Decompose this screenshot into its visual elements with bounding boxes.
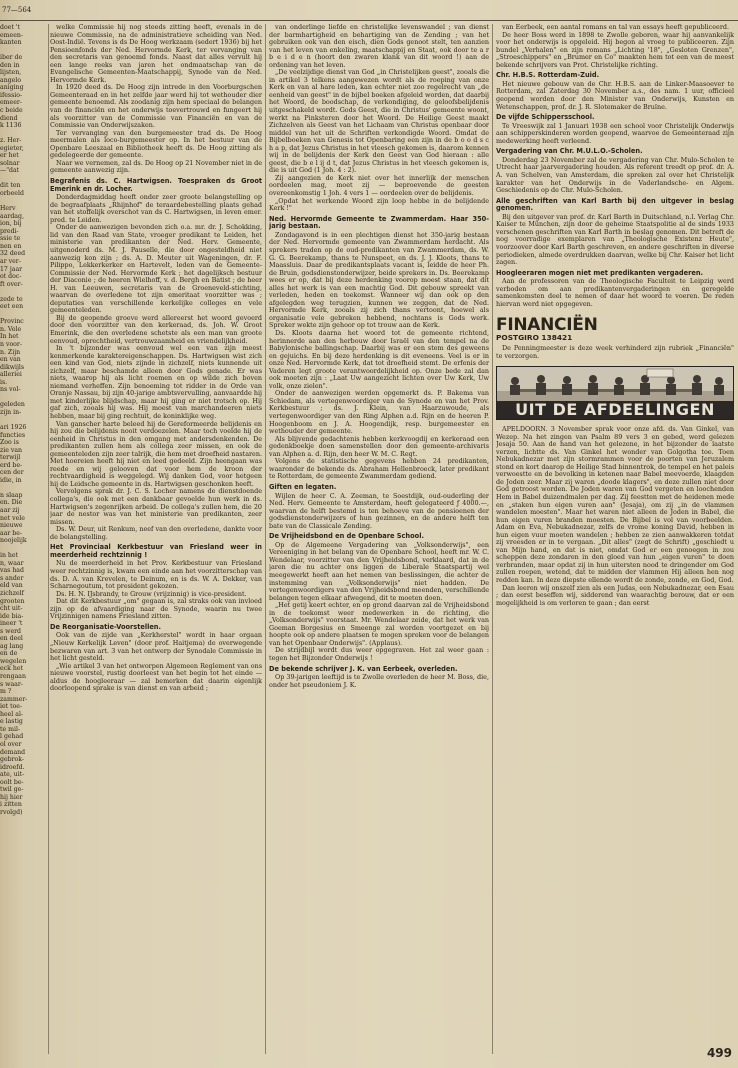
margin-fragment-line: n. Vele	[0, 325, 22, 333]
margin-fragment-line: zie van	[0, 446, 23, 454]
margin-fragment-line: vas had	[0, 567, 24, 575]
margin-fragment-line	[0, 484, 48, 492]
article-paragraph: In 1920 deed ds. De Hoog zijn intrede in den Voorburgschen Gemeenteraad en in het zelfde jaar werd hij tot wethouder dier gemeente benoemd. Als zoodanig zijn hem speciaal de belangen van de financiën en het onderwijs toevertrouwd en fungeert hij als voorzitter van de Commissie van Financiën en van de Commissie van Onderwijszaken.	[50, 83, 262, 130]
article-paragraph: Als blijvende gedachtenis hebben kerkvoogdij en kerkeraad een gedenkboekje doen samenstellen door den gemeente-archivaris van Alphen a. d. Rijn, den heer W. M. C. Regt.	[269, 434, 489, 458]
margin-fragment-line: dikwijls	[0, 363, 25, 371]
article-paragraph: Op de Algemeene Vergadering van „Volksonderwijs", een Vereeniging in het belang van de Openbare School, heeft mr. W. C. Wendelaar, voorzitter van den Vrijheidsbond, verklaard, dat in de jaren die nu achter ons liggen de Liberale Staatspartij wel meegewerkt heeft aan het nemen van beslissingen, die achter de instemming van „Volksonderwijs" niet hadden. De vertegenwoordigers van den Vrijheidsbond meenden, verschillende belangen tegen elkaar afwegend, dit te moeten doen.	[269, 540, 489, 602]
article-paragraph: APELDOORN. 3 November sprak voor onze afd. ds. Van Ginkel, van Wezep. Na het zingen van Psalm 89 vers 3 en gebed, werd gelezen Jesaja 50. Aan de hand van het gelezene, in het bijzonder de laatste verzen, lichtte ds. Van Ginkel het wonder van Golgotha toe. Toen Nebukadnezar met zijn stormrammen voor de poorten van Jeruzalem stond en kort daarop de Heilige Stad binnentrok, de tempel en het paleis verwoestte en de bevolking in ketenen naar Babel meevoerde, klaagden de Joden zeer. Maar zij waren „doode klagers", en deze zullen niet door God getroost worden. De Joden waren van God vergeten en loochenden Hem in Babel duizendmalen per dag. Zij feestten met de heidenen mede en „staken hun eigen vuren aan" (Jesaja), om zij „in de vlammen wandelen moesten". Maar het waren niet alleen de Joden in Babel, die hun eigen vuren branden moesten. De Bijbel is vol van voorbeelden. Adam en Eva, Nebukadnezar, zelfs de vrome koning David, hebben in hun eigen vuur moeten wandelen ; hebben ze zien aanwakkeren totdat zij vreesden er in te vergaan. „Dit alles" (zegt de Schrift) „geschiedt u van Mijn hand, en dat is niet, omdat God er een genoegen in zou scheppen deze zondaren in den gloed van hun „eigen vuren" te doen verbranden, maar opdat zij in hun uitersten nood te dringender om God zullen roepen, wetend, dat te midden der vlammen Hij alleen hen nog redden kan. In deze diepste ellende wordt de zonde, zonde, en God, God.	[496, 425, 734, 584]
article-heading: De bekende schrijver J. K. van Eerbeek, overleden.	[269, 664, 458, 673]
article-paragraph: „Opdat het werkende Woord zijn loop hebbe in de belijdende Kerk !"	[269, 196, 489, 213]
article-paragraph: Ter vervanging van den burgemeester trad ds. De Hoog meermalen als loco-burgemeester op. In het bestuur van de Openbare Leeszaal en Bibliotheek heeft ds. De Hoog zitting als gedelegeerde der gemeente.	[50, 128, 262, 160]
article-paragraph: Nu de meerderheid in het Prov. Kerkbestuur van Friesland weer rechtzinnig is, kwam een einde aan het voorzitterschap van ds. D. A. van Krevelen, te Deinum, en is ds. W. A. Dekker, van Scharnegoutum, tot president gekozen.	[50, 559, 262, 591]
margin-fragment-line: egieter,	[0, 144, 24, 152]
margin-fragment-line	[0, 545, 48, 553]
margin-fragment-line: geleden	[0, 401, 25, 409]
margin-fragment-line: ft over-	[0, 280, 23, 288]
margin-fragment-line: en de	[0, 650, 18, 658]
margin-fragment-line: n, waar	[0, 559, 24, 567]
margin-fragment-line: aardag,	[0, 212, 24, 220]
margin-fragment-line: In het	[0, 333, 19, 341]
margin-fragment-line: cen der	[0, 469, 24, 477]
margin-fragment-line: ot doc-	[0, 273, 22, 281]
article-heading: De vijfde Schippersschool.	[496, 113, 595, 122]
article-heading: Hoogleeraren mogen niet met predikanten vergaderen.	[496, 268, 704, 277]
margin-fragment-line: grooten	[0, 597, 25, 605]
article-paragraph: Onder de aanwezigen werden opgemerkt ds. P. Bakema van Schiedam, als vertegenwoordiger van de Synode en van het Prov. Kerkbestuur ; ds. J. Klein, van Haarzuwoude, als vertegenwoordiger van den Ring Alphen a.d. Rijn en de heeren P. Hoogenboom en J. A. Hoogendijk, resp. burgemeester en wethouder der gemeente.	[269, 389, 489, 436]
margin-fragment-line: nieuwe	[0, 522, 23, 530]
margin-fragment-line: —"dat	[0, 167, 20, 175]
margin-fragment-line: eck het	[0, 665, 23, 673]
margin-fragment-line: rvolgd)	[0, 808, 23, 816]
article-paragraph: Van ganscher harte beleed hij de Gereformeerde belijdenis en hij zou die belijdenis nooit verdoezelen. Maar toch voelde hij de eenheid in Christus in den omgang met andersdenkenden. De predikanten zullen hem als collega zeer missen, en ook de gemeenteleden zijn zeer talrijk, die hem met droefheid nastaren. Met hoereien heeft hij niet en leed gedeeld. Zijn heengaan was reede en wij gelooven dat voor hem de kroon der rechtvaardigheid is weggelegd. Wij danken God, voor hetgeen hij de Leidsche gemeente in ds. Hartwigsen geschonken heeft.	[50, 419, 262, 488]
margin-fragment-line: zijn in-	[0, 408, 22, 416]
article-paragraph: Volgens de statistische gegevens hebben 24 predikanten, waaronder de bekende ds. Abraham Hellenbroeck, later predikant te Rotterdam, de gemeente Zwammerdam gediend.	[269, 457, 489, 481]
margin-fragment-line: en van	[0, 356, 21, 364]
margin-fragment-line: iber de	[0, 54, 23, 62]
margin-fragment-line: hij hier	[0, 793, 23, 801]
article-column-3	[496, 24, 734, 1064]
margin-fragment-line: eet een	[0, 303, 24, 311]
section-banner	[496, 366, 734, 420]
margin-fragment-line: te mil-	[0, 725, 21, 733]
article-paragraph: Zondagavond is in een plechtigen dienst het 350-jarig bestaan der Ned. Hervormde gemeente van Zwammerdam herdacht. Als sprekers traden op de oud-predikanten van Zwammerdam, ds. W. G. G. Beerekamp, thans te Nunspeet, en ds. J. J. Kloots, thans te Maassluis. Daar de predikantsplaats vacant is, leidde de heer Ph. de Bruin, godsdienstonderwijzer, beide sprekers in. Ds. Beerekamp wees er op, dat bij deze herdenking voorop moest staan, dat dit alles het werk is van een machtig God. Dit gebouw spreekt van verleden, heden en toekomst. Wanneer wij dan ook op den afgelegden weg terugzien, kunnen we zeggen, dat de Ned. Hervormde Kerk, zooals zij zich thans vertoont, hoewel als organisatie vele gebreken hebbend, nochtans is Gods werk. Spreker wekte zijn gehoor op tot trouw aan de Kerk.	[269, 230, 489, 330]
margin-fragment-line: n voor-	[0, 340, 22, 348]
article-paragraph: Op 39-jarigen leeftijd is te Zwolle overleden de heer M. Boss, die, onder het pseudoniem J. K.	[269, 673, 489, 689]
margin-fragment-line: ssie te	[0, 235, 21, 243]
header-page-ref: 77—564	[2, 6, 32, 14]
margin-fragment-line: emeer-	[0, 99, 22, 107]
margin-fragment-line	[0, 130, 48, 138]
margin-fragment-line: functies	[0, 431, 26, 439]
margin-fragment-line: z. Her-	[0, 137, 22, 145]
article-heading: Alle geschriften van Karl Barth bij den uitgever in beslag genomen.	[496, 196, 734, 213]
financien-postgiro: POSTGIRO 138421	[496, 333, 573, 343]
article-paragraph: Naar we vernemen, zal ds. De Hoog op 21 November niet in de gemeente aanwezig zijn.	[50, 158, 262, 175]
article-paragraph: Zij aangezien de Kerk niet over het innerlijk der menschen oordeelen mag, moet zij — beproevende de geesten overeenkomstig 1 Joh. 4 vers 1 — oordeelen over de belijdenis.	[269, 173, 489, 198]
margin-fragment-line: terwijl	[0, 454, 21, 462]
article-paragraph: Bij de geopende groeve werd allereerst het woord gevoerd door den voorzitter van den kerkeraad, ds. Joh. W. Groot Emerink, die den overledene schetste als een man van groote eenvoud, oprechtheid, vertrouwzaamheid en vriendelijkheid.	[50, 313, 262, 345]
article-heading: Chr. H.B.S. Rotterdam-Zuid.	[496, 71, 600, 80]
page-number: 499	[706, 1046, 732, 1060]
article-paragraph: Aan de professoren van de Theologische Faculteit te Leipzig werd verboden om aan predikantenvergaderingen en geregelde samenkomsten deel te nemen of daar het woord te voeren. De reden hiervan werd niet opgegeven.	[496, 277, 734, 308]
margin-fragment-line: diend	[0, 114, 18, 122]
article-paragraph: Ds. Kloots daarna het woord tot de gemeente richtend, herinnerde aan den herbouw door Israël van den tempel na de Babylonische ballingschap. Daarbij was er een stem des geweens en gejuichs. En bij deze herdenking is dit eveneens. Veel is er in onze Ned. Hervormde Kerk, dat tot droefheid stemt. De erfenis der Vaderen legt groote verantwoordelijkheid op. Onze bede zal dan ook moeten zijn : „Laat Uw aangezicht lichten over Uw Kerk, Uw volk, onze zielen".	[269, 328, 489, 390]
margin-fragment-line: eld van	[0, 582, 23, 590]
margin-fragment-line: emeen-	[0, 31, 23, 39]
margin-fragment-line: s waar-	[0, 680, 23, 688]
article-paragraph: De strijdbijl wordt dus weer opgegraven. Het zal weer gaan : tegen het Bijzonder Onderwijs !	[269, 646, 489, 663]
margin-fragment-line: n. Zijn	[0, 348, 21, 356]
margin-fragment-line: demand	[0, 748, 26, 756]
article-paragraph: Dat dit Kerkbestuur „om" gegaan is, zal straks ook van invloed zijn op de afvaardiging naar de Synode, waarin nu twee Vrijzinnigen namens Friesland zitten.	[50, 597, 262, 621]
margin-fragment-line: ag lang	[0, 642, 24, 650]
article-paragraph: „Wie artikel 3 van het ontworpen Algemeen Reglement van ons nieuwe voorstel, rustig doorleest van het begin tot het einde — aldus de hoogleeraar — zal bemerken dat daarin eigenlijk doorloopend sprake is van dienst en van arbeid ;	[50, 661, 262, 693]
banner-title: UIT DE AFDEELINGEN	[497, 401, 733, 419]
margin-fragment-line: Herv	[0, 205, 16, 213]
article-paragraph: welke Commissie hij nog steeds zitting heeft, evenals in de nieuwe Commissie, na de administratieve scheiding van Ned. Oost-Indië. Tevens is ds De Hoog werkzaam (sedert 1936) bij het Pensioenfonds der Ned. Hervormde Kerk, ter vervanging van den secretaris van genoemd fonds. Naast dat alles vervult hij een lange reeks van jaren het ondmaatschap van de Evangelische Gemeenten-Maatschappij, Synode van de Ned. Hervormde Kerk.	[50, 24, 262, 84]
margin-fragment-line: s ander	[0, 574, 24, 582]
financien-heading: FINANCIËN	[496, 315, 598, 336]
margin-fragment-line: in het	[0, 552, 19, 560]
article-paragraph: Te Vreeswijk zal 1 Januari 1938 een school voor Christelijk Onderwijs aan schipperskinderen worden geopend, waarvoe de Gemeenteraad zijn medewerking heeft verleend.	[496, 121, 734, 145]
article-paragraph: „De veelzijdige dienst van God „in Christelijken geest", zooals die in artikel 3 telkens aangewezen wordt als de roeping van onze Kerk en van al hare leden, kan echter niet zoo regelrecht van „de eenheid van geest" in de bijbel boeken afgeleid worden, dat daarbij het Woord, de boodschap, de verkondiging, de geloofsbelijdenis uitgeschakeld wordt. Gods Geest, die in Christus' gemeente woont, werkt na Pinksteren door het Woord. De Heilige Geest maakt Zichzelven als Geest van het Lichaam van Christus openbaar door middel van het uit de Schriften verkondigde Woord. Omdat de Bijbelboeken van Genesis tot Openbaring een zijn in de b o o d s c h a p, dat Jezus Christus in het vleesch gekomen is, daarom kennen wij in de belijdenis der Kerk den Geest van God hieraan : alle geest, die b e l ij d t, dat Jezus Christus in het vleesch gekomen is, die is uit God (1 Joh. 4 : 2).	[269, 68, 489, 175]
margin-fragment-line: c beide	[0, 107, 23, 115]
article-heading: Giften en legaten.	[269, 482, 337, 491]
margin-fragment-line	[0, 198, 48, 206]
margin-fragment-line: e lastig	[0, 718, 23, 726]
margin-fragment-line: ate, uit-	[0, 771, 25, 779]
margin-fragment-line: gebrok-	[0, 756, 24, 764]
margin-fragment-line: iet toe-	[0, 703, 23, 711]
article-paragraph: Dan leeren wij onszelf zien als een Judas, een Nebukadnezar, een Esau ; dan eerst beseffen wij, sidderend van waarachtig berouw, dat er een mogelijkheid is om verloren te gaan ; dan eerst	[496, 583, 734, 607]
article-paragraph: In 't bijzonder was eenvoud wel een van zijn meest kenmerkende karaktereigenschappen. Ds. Hartwigsen wist zich een kind van God, niets zijnde in zichzelf, niets kunnende uit zichzelf, maar beschamde alleen door Gods genade. Er was niets, waarop hij als licht roemen en op wilde zich boven niemand verheffen. Zijn benoeming tot ridder in de Orde van Oranje Nassau, bij zijn 40-jarige ambtsvervulling, aanvaardde hij met kinderlijke blijdschap, maar hij ging er niet trotsch op. Hij gaf zich, zooals hij was. Hij moest van marchandeeren niets hebben, maar bij ging rechtuit, de koninklijke weg.	[50, 344, 262, 420]
article-heading: Begrafenis ds. C. Hartwigsen. Toespraken ds Groot Emerink en dr. Locher.	[50, 176, 262, 193]
margin-fragment-line: angelo	[0, 76, 22, 84]
margin-fragment-line: solnar	[0, 159, 20, 167]
margin-fragment-line: 32 deed	[0, 250, 26, 258]
margin-fragment-line: nen en	[0, 242, 22, 250]
margin-fragment-line: erd be-	[0, 461, 23, 469]
article-paragraph: Onder de aanwezigen bevonden zich o.a. mr. dr. J. Schokking, lid van den Raad van State, vroeger predikant te Leiden, het ministerie van predikanten der Ned. Herv. Gemeente, uitgenoderd ds. M. J. Pauselle, die door ongesteldheid niet aanwezig kon zijn ; ds. A. D. Meuter uit Wageningen, dr. F. Pilippo, Lekkerkerker en Hartevelt, leden van de Gemeente-Commissie der Ned. Hervormde Kerk ; het dagelijksch bestuur der Diaconie ; de heeren Wielhoff, v. d. Bergh en Batist ; de heer H. van Leeuwen, secretaris van de Groeneveld-stichting, waarvan de overledene tot zijn emeritaat voorzitter was ; deputaties van verschillende kerkelijke colleges en vele gemeenteleden.	[50, 223, 262, 315]
margin-fragment-line: den in	[0, 61, 20, 69]
margin-fragment-line: net vele	[0, 514, 25, 522]
article-paragraph: Vervolgens sprak dr. J. C. S. Locher namens de dienstdoende collega's, die ook met een dankbaar gevoelde hun werk in ds. Hartwigsen's zegenrijken arbeid. De collega's zullen hem, die 20 jaar de nestor was van het ministerie van predikanten, zeer missen.	[50, 487, 262, 526]
article-paragraph: Ds. H. N. IJsbrandy, te Grouw (vrijzinnig) is vice-president.	[56, 589, 247, 598]
article-paragraph: Het nieuwe gebouw van de Chr. H.B.S. aan de Linker-Maasoever te Rotterdam, zal Zaterdag 30 November a.s., des nam. 1 uur, officieel geopend worden door den Minister van Onderwijs, Kunsten en Wetenschappen, prof. dr. J. R. Slotemaker de Bruïne.	[496, 79, 734, 111]
margin-fragment-line: zammer-	[0, 695, 28, 703]
article-paragraph: Donderdagmiddag heeft onder zeer groote belangstelling op de begraafplaats „Rhijnhof" de teraardebestelling plaats gehad van het stoffelijk overschot van ds C. Hartwigsen, in leven emer. pred. te Leiden.	[50, 193, 262, 224]
margin-fragment-line: is.	[0, 378, 8, 386]
left-margin-fragment-column	[0, 24, 48, 816]
margin-fragment-line: dit ten	[0, 182, 21, 190]
margin-fragment-line	[0, 394, 48, 402]
article-column-2	[269, 24, 489, 1064]
margin-fragment-line: en. Die	[0, 499, 23, 507]
margin-fragment-line: noojelijk	[0, 537, 27, 545]
margin-fragment-line: 17 jaar	[0, 265, 23, 273]
margin-fragment-line: n slaap	[0, 491, 23, 499]
margin-fragment-line: rengaan	[0, 673, 26, 681]
margin-fragment-line	[0, 47, 48, 55]
margin-fragment-line: ifessio-	[0, 91, 23, 99]
margin-fragment-line: ide bia-	[0, 612, 24, 620]
margin-fragment-line: ol over	[0, 740, 22, 748]
column-rule	[492, 24, 493, 1054]
margin-fragment-line: idroefd.	[0, 763, 25, 771]
article-heading: De Reorganisatie-Voorstellen.	[50, 622, 162, 631]
margin-fragment-line: l gehad	[0, 733, 24, 741]
margin-fragment-line: aar be-	[0, 529, 23, 537]
column-rule	[265, 24, 266, 1054]
margin-fragment-line: alleriei	[0, 371, 22, 379]
margin-fragment-line: cht uit-	[0, 605, 23, 613]
margin-fragment-line: idie, in	[0, 476, 22, 484]
article-paragraph: Wijlen de heer C. A. Zeeman, te Soestdijk, oud-ouderling der Ned. Herv. Gemeente te Amsterdam, heeft gelegateerd ƒ 4000.—, waarvan de helft bestemd is ten behoeve van de pensioenen der godsdienstonderwijzers of hun gezinnen, en de andere helft ten bate van de Classicale Zending.	[269, 491, 489, 530]
article-paragraph: Bij den uitgever van prof. dr. Karl Barth in Duitschland, n.l. Verlag Chr. Kaiser te München, zijn door de geheime Staatspolitie al de sinds 1933 verschenen geschriften van Karl Barth in beslag genomen. Dit betreft de nog voorradige exemplaren van „Theologische Existenz Heute", voorzoover door Karl Barth geschreven, en andere geschriften in diverse periodieken, almede overdrukken daarvan, welke bij Chr. Kaiser het licht zagen.	[496, 212, 734, 267]
margin-fragment-line: heel al-	[0, 710, 24, 718]
margin-fragment-line: lijsten,	[0, 69, 22, 77]
margin-fragment-line	[0, 175, 48, 183]
margin-fragment-line: ar ver-	[0, 257, 21, 265]
margin-fragment-line: k 1136	[0, 122, 22, 130]
margin-fragment-line: oolt be-	[0, 778, 24, 786]
margin-fragment-line: doet 't	[0, 24, 20, 31]
article-paragraph: De heer Boss werd in 1898 te Zwolle geboren, waar hij aanvankelijk voor het onderwijs is opgeleid. Hij begon al vroeg te publiceeren. Zijn bundel „Verhalen" en zijn romans „Lichting '18", „Gesloten Grenzen", „Stroeschippers" en „Brumer en Co" maakten hem tot een van de meest bekende schrijvers van Prot. Christelijke richting.	[496, 30, 734, 69]
margin-fragment-line: ari 1926	[0, 423, 27, 431]
article-paragraph: van Eerbeek, een aantal romans en tal van essays heeft gepubliceerd.	[502, 24, 730, 31]
margin-fragment-line: aniging	[0, 84, 24, 92]
margin-fragment-line: ns vol-	[0, 386, 21, 394]
margin-fragment-line: aar zij	[0, 507, 20, 514]
margin-fragment-line: wegelen	[0, 657, 27, 665]
article-paragraph: Donderdag 23 November zal de vergadering van Chr. Mulo-Scholen te Utrecht haar jaarvergadering houden. Als referent treedt op prof. dr. A. A. van Schelven, van Amsterdam, die spreken zal over het Christelijk karakter van het Onderwijs in de Vaderlandsche- en Algem. Geschiedenis op de Chr. Mulo-Scholen.	[496, 155, 734, 195]
margin-fragment-line: ion, bij	[0, 220, 22, 228]
margin-fragment-line: Provinc	[0, 318, 24, 326]
margin-fragment-line: m ?	[0, 688, 12, 696]
margin-fragment-line	[0, 416, 48, 424]
column-rule	[48, 24, 49, 1054]
margin-fragment-line: twil ge-	[0, 786, 24, 794]
top-rule	[0, 20, 738, 21]
article-paragraph: Ook van de zijde van „Kerkherstel" wordt in haar orgaan „Nieuw Kerkelijk Leven" (door prof. Haitjema) de overwegende bezwaren van art. 3 van het ontwerp der Synodale Commissie in het licht gesteld.	[50, 631, 262, 663]
column-3-bottom-articles	[496, 426, 734, 607]
article-paragraph: Ds. W. Deur, uit Renkum, neef van den overledene, dankte voor de belangstelling.	[50, 525, 262, 541]
article-heading: De Vrijheidsbond en de Openbare School.	[269, 532, 424, 541]
margin-fragment-line: predi-	[0, 227, 19, 235]
margin-fragment-line: er het	[0, 152, 19, 160]
people-at-table-illustration	[497, 367, 733, 403]
margin-fragment-line: s werd	[0, 627, 22, 635]
banner-illustration	[497, 367, 733, 403]
margin-fragment-line: orbeeld	[0, 190, 24, 198]
margin-fragment-line: kanten	[0, 39, 22, 47]
column-3-top-articles	[496, 24, 734, 308]
margin-fragment-line: en deel	[0, 635, 23, 643]
margin-fragment-line: i zitten	[0, 801, 22, 809]
margin-fragment-line: ineer 't	[0, 620, 23, 628]
article-heading: Ned. Hervormde Gemeente te Zwammerdam. Haar 350-jarig bestaan.	[269, 214, 489, 231]
article-heading: Vergadering van Chr. M.U.L.O.-Scholen.	[496, 147, 643, 156]
margin-fragment-line: Zoo is	[0, 439, 19, 447]
margin-fragment-line: zichzelf	[0, 590, 24, 598]
article-paragraph: van onderlinge liefde en christelijke levenswandel ; van dienst der barmhartigheid en behartiging van de Zending ; van het gebruiken ook van den eisch, dien Gods genoot stelt, ten aanzien van het leven van enkeling, maatschappij en Staat, ook door te a r b e i d e n (hoort den zwaren klank van dit woord !) aan de ordening van het leven.	[269, 24, 489, 69]
margin-fragment-line	[0, 288, 48, 296]
article-heading: Het Provinciaal Kerkbestuur van Friesland weer in meerderheid rechtzinnig !	[50, 543, 262, 559]
margin-fragment-line	[0, 311, 48, 319]
article-paragraph: „Het getij keert echter, en op grond daarvan zal de Vrijheidsbond in de toekomst weer medewerken in de richting, die „Volksonderwijs" voorstaat. Mr. Wendelaar zeide, dat het werk van Goeman Borgesius en Smeenge zal worden voortgezet en bij hoopte ook op andere plaatsen te mogen spreken voor de belangen van het Openbaar Onderwijs". (Applaus).	[269, 601, 489, 647]
article-column-1	[50, 24, 262, 1064]
margin-fragment-line: zede te	[0, 295, 23, 303]
financien-text: De Penningmeester is deze week verhinderd zijn rubriek „Financiën" te verzorgen.	[496, 343, 734, 360]
